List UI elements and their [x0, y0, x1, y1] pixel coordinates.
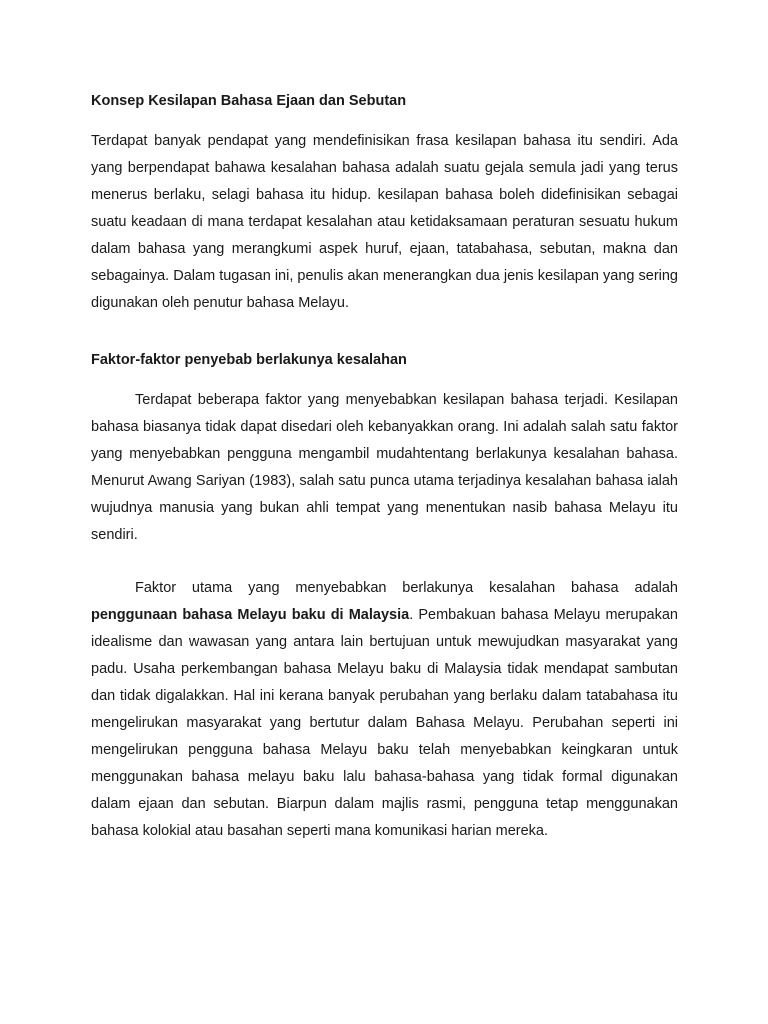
paragraph-definition: Terdapat banyak pendapat yang mendefinisikan frasa kesilapan bahasa itu sendiri. Ada yang berpendapat bahawa kesalahan bahasa adalah suatu gejala semula jadi yang terus menerus berlaku, selagi bahasa itu hidup. kesilapan bahasa boleh didefinisikan sebagai suatu keadaan di mana terdapat kesalahan atau ketidaksamaan peraturan sesuatu hukum dalam bahasa yang merangkumi aspek huruf, ejaan, tatabahasa, sebutan, makna dan sebagainya. Dalam tugasan ini, penulis akan menerangkan dua jenis kesilapan yang sering digunakan oleh penutur bahasa Melayu.	[91, 133, 678, 311]
section-heading-faktor: Faktor-faktor penyebab berlakunya kesalahan	[91, 352, 407, 368]
paragraph-main-factor-intro: Faktor utama yang menyebabkan berlakunya kesalahan bahasa adalah	[135, 580, 678, 596]
paragraph-factors: Terdapat beberapa faktor yang menyebabkan kesilapan bahasa terjadi. Kesilapan bahasa biasanya tidak dapat disedari oleh kebanyakkan orang. Ini adalah salah satu faktor yang menyebabkan pengguna mengambil mudahtentang berlakunya kesalahan bahasa. Menurut Awang Sariyan (1983), salah satu punca utama terjadinya kesalahan bahasa ialah wujudnya manusia yang bukan ahli tempat yang menentukan nasib bahasa Melayu itu sendiri.	[91, 392, 678, 543]
document-page	[91, 88, 678, 845]
paragraph-main-factor-bold: penggunaan bahasa Melayu baku di Malaysia	[91, 607, 410, 623]
paragraph-main-factor-rest: . Pembakuan bahasa Melayu merupakan idealisme dan wawasan yang antara lain bertujuan untuk mewujudkan masyarakat yang padu. Usaha perkembangan bahasa Melayu baku di Malaysia tidak mendapat sambutan dan tidak digalakkan. Hal ini kerana banyak perubahan yang berlaku dalam tatabahasa itu mengelirukan masyarakat yang bertutur dalam Bahasa Melayu. Perubahan seperti ini mengelirukan pengguna bahasa Melayu baku telah menyebabkan keingkaran untuk menggunakan bahasa melayu baku lalu bahasa-bahasa yang tidak formal digunakan dalam ejaan dan sebutan. Biarpun dalam majlis rasmi, pengguna tetap menggunakan bahasa kolokial atau basahan seperti mana komunikasi harian mereka.	[91, 607, 678, 839]
paragraph-main-factor	[91, 575, 678, 845]
section-heading-konsep: Konsep Kesilapan Bahasa Ejaan dan Sebutan	[91, 93, 407, 109]
